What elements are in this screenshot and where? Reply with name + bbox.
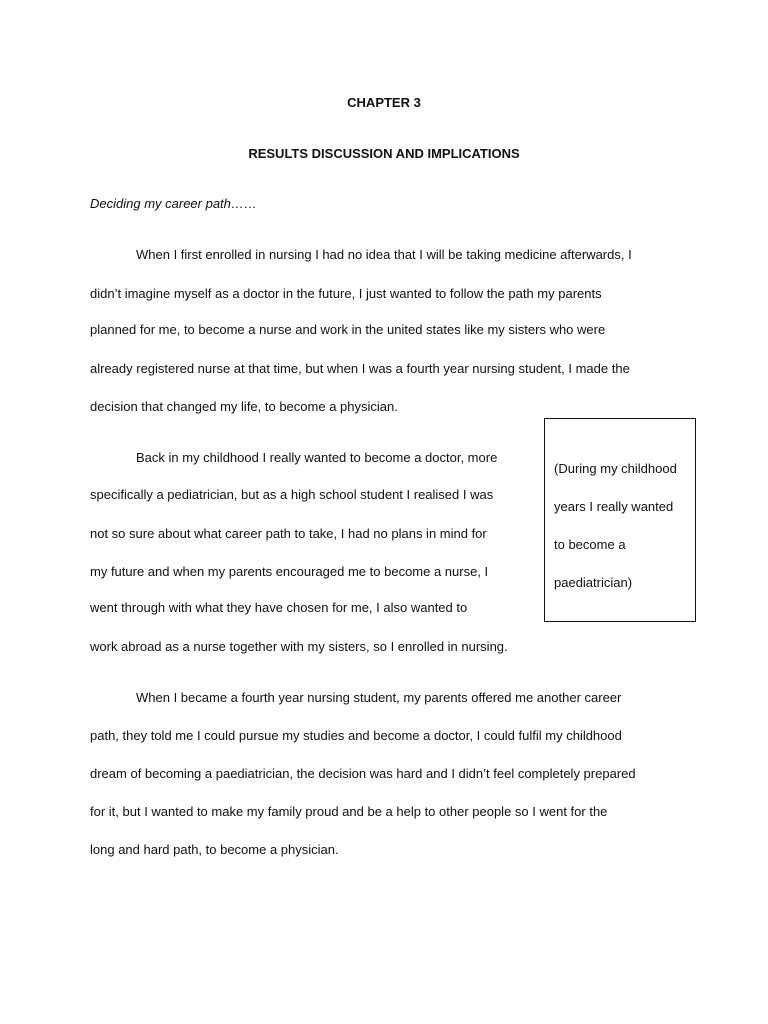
paragraph-line: planned for me, to become a nurse and work in the united states like my sisters who were [90, 322, 606, 337]
side-note-line: paediatrician) [554, 575, 633, 590]
paragraph-line: my future and when my parents encouraged me to become a nurse, I [90, 564, 489, 579]
side-note-line: years I really wanted [554, 499, 674, 514]
paragraph-line: When I first enrolled in nursing I had no idea that I will be taking medicine afterwards, I [136, 247, 632, 262]
section-title: RESULTS DISCUSSION AND IMPLICATIONS [248, 146, 520, 161]
paragraph-line: When I became a fourth year nursing student, my parents offered me another career [136, 690, 622, 705]
paragraph-line: not so sure about what career path to take, I had no plans in mind for [90, 526, 487, 541]
chapter-heading: CHAPTER 3 [347, 95, 421, 110]
paragraph-line: Back in my childhood I really wanted to become a doctor, more [136, 450, 498, 465]
paragraph-line: didn’t imagine myself as a doctor in the future, I just wanted to follow the path my parents [90, 286, 602, 301]
side-note-line: to become a [554, 537, 626, 552]
side-note-line: (During my childhood [554, 461, 677, 476]
subheading: Deciding my career path…… [90, 196, 257, 211]
paragraph-line: path, they told me I could pursue my studies and become a doctor, I could fulfil my childhood [90, 728, 622, 743]
paragraph-line: decision that changed my life, to become a physician. [90, 399, 398, 414]
side-note-box [544, 418, 696, 622]
paragraph-line: dream of becoming a paediatrician, the decision was hard and I didn’t feel completely prepared [90, 766, 636, 781]
paragraph-line: went through with what they have chosen for me, I also wanted to [90, 600, 468, 615]
paragraph-line: already registered nurse at that time, but when I was a fourth year nursing student, I made the [90, 361, 630, 376]
paragraph-line: long and hard path, to become a physician. [90, 842, 339, 857]
paragraph-line: for it, but I wanted to make my family proud and be a help to other people so I went for the [90, 804, 608, 819]
paragraph-line: work abroad as a nurse together with my sisters, so I enrolled in nursing. [90, 639, 508, 654]
paragraph-line: specifically a pediatrician, but as a high school student I realised I was [90, 487, 494, 502]
